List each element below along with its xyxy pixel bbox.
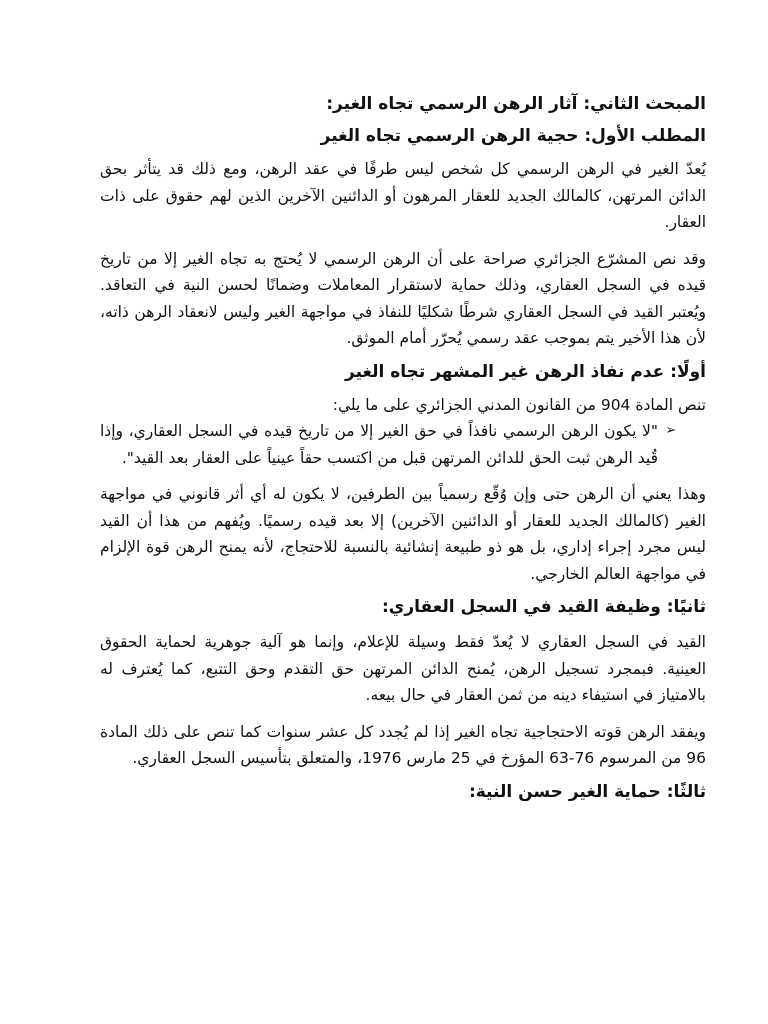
section-title: المبحث الثاني: آثار الرهن الرسمي تجاه الغير: (326, 94, 706, 114)
spacer (100, 471, 706, 481)
subsection-title: المطلب الأول: حجية الرهن الرسمي تجاه الغير (320, 126, 706, 146)
spacer (100, 384, 706, 392)
quote-list-item (100, 418, 706, 471)
spacer (100, 236, 706, 246)
paragraph-article-904-intro: تنص المادة 904 من القانون المدني الجزائري على ما يلي: (332, 395, 706, 414)
heading-first: أولًا: عدم نفاذ الرهن غير المشهر تجاه الغير (345, 361, 706, 382)
spacer (100, 116, 706, 124)
paragraph-registration-function: القيد في السجل العقاري لا يُعدّ فقط وسيلة للإعلام، وإنما هو آلية جوهرية لحماية الحقوق العينية. فبمجرد تسجيل الرهن، يُمنح الدائن المرتهن حق التقدم وحق التتبع، كما يُعترف له بالامتياز في استيفاء دينه من ثمن العقار في حال بيعه. (100, 633, 706, 704)
spacer (100, 148, 706, 156)
paragraph-definition-of-third-party: يُعدّ الغير في الرهن الرسمي كل شخص ليس طرفًا في عقد الرهن، ومع ذلك قد يتأثر بحق الدائن المرتهن، كالمالك الجديد للعقار المرهون أو الدائنين الآخرين الذين لهم حقوق على ذات العقار. (100, 160, 706, 231)
document-page (100, 92, 706, 804)
article-904-quote: "لا يكون الرهن الرسمي نافذاً في حق الغير إلا من تاريخ قيده في السجل العقاري، وإذا قُيد الرهن ثبت الحق للدائن المرتهن قبل من اكتسب حقاً عينياً على العقار بعد القيد". (100, 422, 658, 467)
paragraph-legislator-provision: وقد نص المشرّع الجزائري صراحة على أن الرهن الرسمي لا يُحتج به تجاه الغير إلا من تاريخ قيده في السجل العقاري، وذلك حماية لاستقرار المعاملات وضمانًا لحسن النية في التعاقد. ويُعتبر القيد في السجل العقاري شرطًا شكليًا للنفاذ في مواجهة الغير وليس لانعقاد الرهن ذاته، لأن هذا الأخير يتم بموجب عقد رسمي يُحرّر أمام الموثق. (100, 249, 706, 347)
paragraph-meaning: وهذا يعني أن الرهن حتى وإن وُقّع رسمياً بين الطرفين، لا يكون له أي أثر قانوني في مواجهة الغير (كالمالك الجديد للعقار أو الدائنين الآخرين) إلا بعد قيده رسميًا. ويُفهم من هذا أن القيد ليس مجرد إجراء إداري، بل هو ذو طبيعة إنشائية بالنسبة للاحتجاج، لأنه يمنح الرهن قوة الإلزام في مواجهة العالم الخارجي. (100, 485, 706, 583)
heading-second: ثانيًا: وظيفة القيد في السجل العقاري: (382, 597, 706, 617)
heading-third: ثالثًا: حماية الغير حسن النية: (468, 781, 706, 802)
spacer (100, 619, 706, 629)
spacer (100, 352, 706, 360)
spacer (100, 709, 706, 719)
arrow-bullet-icon: ➢ (665, 423, 677, 438)
spacer (100, 772, 706, 780)
paragraph-renewal: ويفقد الرهن قوته الاحتجاجية تجاه الغير إذا لم يُجدد كل عشر سنوات كما تنص على ذلك المادة 96 من المرسوم 76-63 المؤرخ في 25 مارس 1976، والمتعلق بتأسيس السجل العقاري. (100, 722, 706, 767)
spacer (100, 587, 706, 595)
